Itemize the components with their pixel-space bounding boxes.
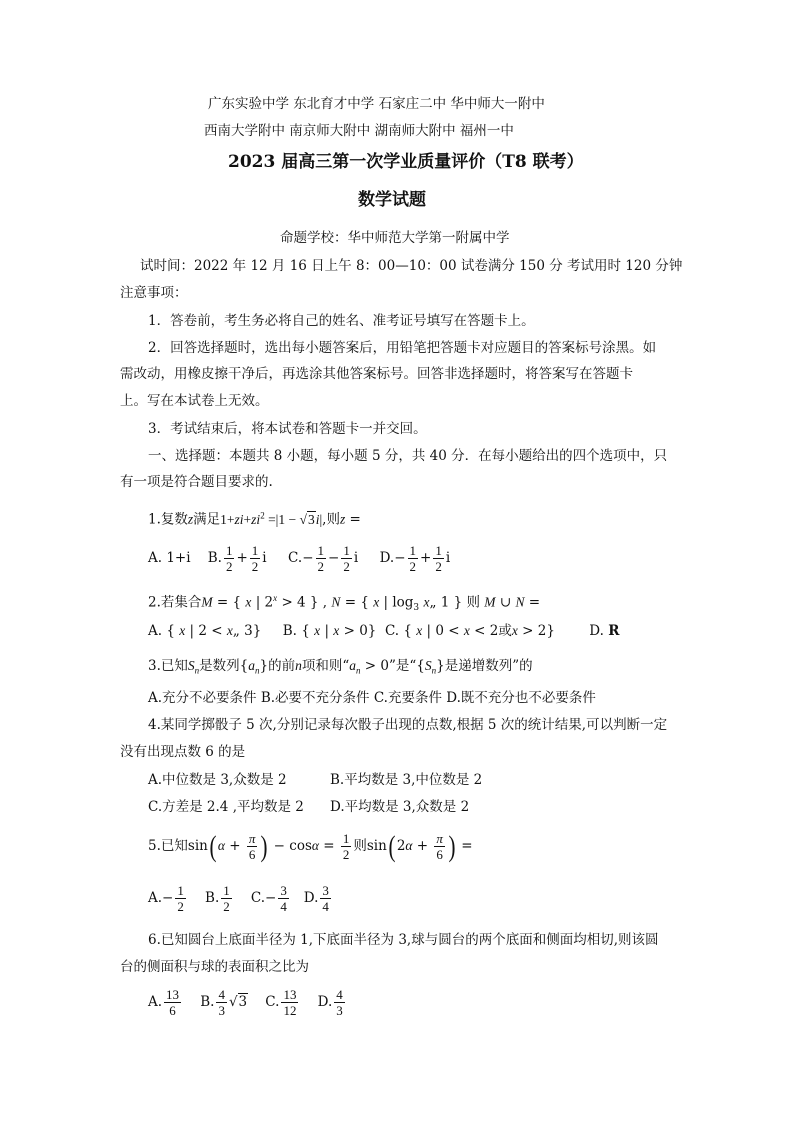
question-6: 6.已知圆台上底面半径为 1,下底面半径为 3,球与圆台的两个底面和侧面均相切,则该圆 [148, 932, 659, 948]
question-4-option-a: A.中位数是 3,众数是 2 [148, 772, 287, 788]
schools-line-2: 西南大学附中 南京师大附中 湖南师大附中 福州一中 [204, 123, 514, 139]
question-6-cont: 台的侧面积与球的表面积之比为 [120, 959, 309, 975]
question-4: 4.某同学掷骰子 5 次,分别记录每次骰子出现的点数,根据 5 次的统计结果,可以判断一定 [148, 717, 668, 733]
exam-time: 试时间：2022 年 12 月 16 日上午 8：00—10：00 试卷满分 150 分 考试用时 120 分钟 [140, 258, 683, 274]
notice-3: 3．考试结束后，将本试卷和答题卡一并交回。 [148, 421, 427, 437]
question-4-option-d: D.平均数是 3,众数是 2 [330, 799, 470, 815]
question-5: 5.已知sin( α + $\frac{\pi}{6}$ ) − cosα = $\frac{1}{2}$ 则sin( 2α + $\frac{\pi}{6}$ ) = [148, 829, 473, 863]
question-2: 2.若集合M = { x | $2^x > 4$ } , N = { x | $\log_3$ x„ 1 } 则 M ∪ N = [148, 593, 541, 614]
question-1: 1.复数z满足$1+zi+zi^2 =|1 - √3i|$,则z = [148, 510, 361, 528]
notice-2a: 2．回答选择题时，选出每小题答案后，用铅笔把答题卡对应题目的答案标号涂黑。如 [148, 340, 657, 356]
notice-heading: 注意事项： [120, 285, 188, 301]
question-4-cont: 没有出现点数 6 的是 [120, 744, 246, 760]
setter-school: 命题学校：华中师范大学第一附属中学 [280, 230, 510, 246]
question-5-options: A.− $\frac{1}{2}$ B. $\frac{1}{2}$ C.− $\frac{3}{4}$ D. $\frac{3}{4}$ [148, 883, 329, 914]
question-4-option-c: C.方差是 2.4 ,平均数是 2 [148, 799, 304, 815]
section1-intro-cont: 有一项是符合题目要求的. [120, 474, 273, 490]
question-6-options: A. $\frac{13}{6}$ B. $\frac{4}{3}$ √3 C. $\frac{13}{12}$ D. $\frac{4}{3}$ [148, 987, 343, 1018]
question-1-options: A. 1+i B. $\frac{1}{2}$ + $\frac{1}{2}$ i C.− $\frac{1}{2}$ − $\frac{1}{2}$ i D.− $\frac{1}{2}$ + $\frac{1}{2}$ i [148, 543, 451, 574]
section1-intro: 一、选择题：本题共 8 小题，每小题 5 分，共 40 分．在每小题给出的四个选项中，只 [148, 448, 668, 464]
question-4-option-b: B.平均数是 3,中位数是 2 [330, 772, 483, 788]
notice-1: 1．答卷前，考生务必将自己的姓名、准考证号填写在答题卡上。 [148, 313, 535, 329]
question-3-options: A.充分不必要条件 B.必要不充分条件 C.充要条件 D.既不充分也不必要条件 [148, 690, 596, 706]
notice-2b: 需改动，用橡皮擦干净后，再选涂其他答案标号。回答非选择题时，将答案写在答题卡 [120, 366, 633, 382]
subject-title: 数学试题 [358, 190, 426, 210]
exam-title: 2023 届高三第一次学业质量评价（T8 联考） [228, 152, 584, 172]
schools-line-1: 广东实验中学 东北育才中学 石家庄二中 华中师大一附中 [208, 96, 545, 112]
notice-2c: 上。写在本试卷上无效。 [120, 393, 269, 409]
question-3: 3.已知$S_n$是数列$\{a_n\}$的前n项和则“$a_n > 0$”是“$\{S_n\}$是递增数列”的 [148, 658, 533, 676]
question-2-options: A. { x | 2 < x„ 3} B. { x | x > 0} C. { x | 0 < x < 2或x > 2} D. R [148, 623, 620, 639]
